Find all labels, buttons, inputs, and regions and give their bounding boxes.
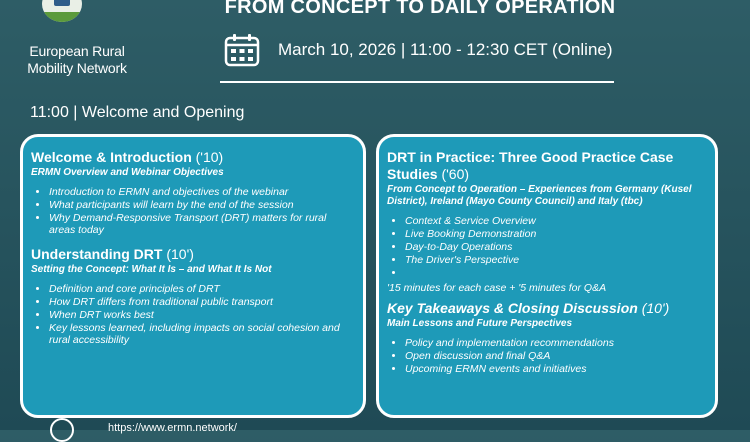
list-item: • Policy and implementation recommendations (405, 337, 705, 349)
list-item (405, 267, 705, 279)
section-subtitle: Main Lessons and Future Perspectives (387, 318, 573, 329)
website-link[interactable]: https://www.ermn.network/ (108, 422, 237, 434)
globe-icon (50, 418, 74, 442)
list-item: • Definition and core principles of DRT (49, 283, 353, 295)
brand-name: European Rural Mobility Network (27, 43, 127, 76)
section-title: DRT in Practice: Three Good Practice Case Studies ('60) (387, 149, 674, 182)
header-divider (220, 81, 614, 83)
section-subtitle: ERMN Overview and Webinar Objectives (31, 167, 224, 178)
list-item: • Why Demand-Responsive Transport (DRT) matters for rural areas today (49, 212, 353, 236)
list-item: • Key lessons learned, including impacts on social cohesion and rural accessibility (49, 322, 353, 346)
opening-time: 11:00 | Welcome and Opening (30, 104, 245, 121)
page-title: FROM CONCEPT TO DAILY OPERATION (224, 0, 616, 18)
bullet-list (31, 186, 353, 236)
bullet-list (31, 283, 353, 346)
section-subtitle: Setting the Concept: What It Is – and What It Is Not (31, 264, 272, 275)
section-title: Welcome & Introduction ('10) (31, 149, 224, 165)
logo-icon (42, 0, 82, 22)
agenda-card-left (20, 134, 366, 418)
section-subtitle: From Concept to Operation – Experiences from Germany (Kusel District), Ireland (Mayo County Council) and Italy (tbc) (387, 184, 692, 207)
section-title: Understanding DRT (10') (31, 246, 194, 262)
list-item: • Context & Service Overview (405, 215, 705, 227)
logo-grass (42, 12, 82, 22)
section-title: Key Takeaways & Closing Discussion (10') (387, 300, 670, 316)
list-item: • The Driver's Perspective (405, 254, 705, 266)
list-item: • What participants will learn by the end of the session (49, 199, 353, 211)
list-item: • Live Booking Demonstration (405, 228, 705, 240)
list-item: • Introduction to ERMN and objectives of the webinar (49, 186, 353, 198)
bullet-list (387, 215, 705, 279)
list-item: • How DRT differs from traditional public transport (49, 296, 353, 308)
list-item: • Day-to-Day Operations (405, 241, 705, 253)
list-item: • Upcoming ERMN events and initiatives (405, 363, 705, 375)
list-item: • Open discussion and final Q&A (405, 350, 705, 362)
calendar-icon (224, 33, 260, 67)
bullet-list (387, 337, 705, 375)
list-item: • When DRT works best (49, 309, 353, 321)
session-note: '15 minutes for each case + '5 minutes for Q&A (387, 282, 607, 294)
bus-icon (54, 0, 70, 6)
agenda-card-right (376, 134, 718, 418)
event-date: March 10, 2026 | 11:00 - 12:30 CET (Online) (278, 40, 613, 59)
